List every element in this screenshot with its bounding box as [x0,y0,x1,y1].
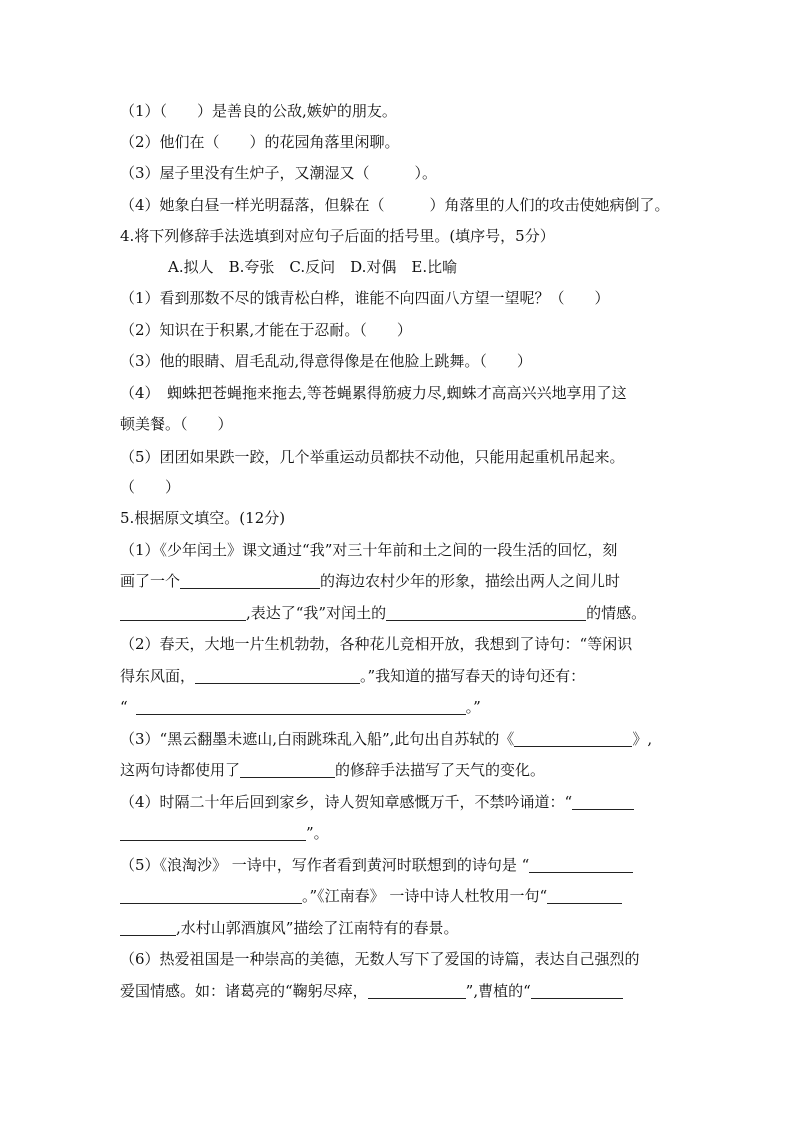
q5-line-5-text-a: 得东风面， [120,667,196,685]
q4-item-1: （1）看到那数不尽的饿青松白桦，谁能不向四面八方望一望呢？（ ） [120,289,610,307]
answer-blank[interactable] [368,982,466,999]
answer-blank[interactable] [547,887,622,904]
answer-blank[interactable] [240,761,335,778]
answer-blank[interactable] [529,856,633,873]
q3-item-1: （1）（ ）是善良的公敌,嫉妒的朋友。 [120,102,397,120]
q5-line-12 [120,885,622,907]
q5-line-11 [120,854,633,876]
q5-line-9 [120,791,634,813]
q5-line-9-text: （4）时隔二十年后回到家乡，诗人贺知章感慨万千，不禁吟诵道：“ [120,793,573,811]
q5-line-12-text: 。”《江南春》 一诗中诗人杜牧用一句“ [302,887,548,905]
q5-line-3-text-a: ,表达了“我”对闰土的 [246,604,387,622]
q5-line-6-text-a: “ [120,698,128,716]
q3-item-2: （2）他们在（ ）的花园角落里闲聊。 [120,133,400,151]
q5-line-3 [120,602,646,624]
q5-line-15-text-a: 爱国情感。如：诸葛亮的“鞠躬尽瘁， [120,982,368,1000]
q4-item-2: （2）知识在于积累,才能在于忍耐。（ ） [120,321,412,339]
answer-blank[interactable] [195,667,360,684]
q5-line-14: （6）热爱祖国是一种崇高的美德，无数人写下了爱国的诗篇，表达自己强烈的 [120,950,640,968]
q5-line-15 [120,980,623,1002]
q4-item-4: （4） 蜘蛛把苍蝇拖来拖去,等苍蝇累得筋疲力尽,蜘蛛才高高兴兴地享用了这 [120,384,627,402]
q5-line-13-text: ,水村山郭酒旗风”描绘了江南特有的春景。 [176,919,459,937]
answer-blank[interactable] [120,824,306,841]
answer-blank[interactable] [136,698,466,715]
q5-line-15-text-b: ”,曹植的“ [465,982,531,1000]
q5-line-7 [120,728,652,750]
answer-blank[interactable] [120,604,246,621]
q5-line-5 [120,665,585,687]
q5-line-2 [120,570,620,592]
q5-line-7-text-b: 》, [632,730,653,748]
answer-blank[interactable] [514,730,632,747]
q5-line-6-text-b: 。” [465,698,481,716]
q5-line-4: （2）春天，大地一片生机勃勃，各种花儿竞相开放，我想到了诗句：“等闲识 [120,635,633,653]
q5-line-13 [120,917,458,939]
q5-line-2-text-a: 画了一个 [120,572,181,590]
q5-line-11-text: （5）《浪淘沙》 一诗中，写作者看到黄河时联想到的诗句是 “ [120,856,530,874]
q5-line-6 [120,696,481,718]
q5-line-7-text-a: （3）“黑云翻墨未遮山,白雨跳珠乱入船”,此句出自苏轼的《 [120,730,515,748]
q5-line-3-text-b: 的情感。 [586,604,647,622]
q5-line-5-text-b: 。”我知道的描写春天的诗句还有： [360,667,586,685]
answer-blank[interactable] [180,572,320,589]
q5-line-1: （1）《少年闰土》课文通过“我”对三十年前和土之间的一段生活的回忆，刻 [120,541,618,559]
answer-blank[interactable] [120,887,302,904]
q5-line-2-text-b: 的海边农村少年的形象，描绘出两人之间儿时 [320,572,621,590]
q5-line-8 [120,759,545,781]
q5-line-10 [120,822,329,844]
q4-item-5: （5）团团如果跌一跤，几个举重运动员都扶不动他，只能用起重机吊起来。 [120,448,625,466]
q4-item-4-cont: 顿美餐。（ ） [120,415,233,433]
answer-blank[interactable] [531,982,623,999]
answer-blank[interactable] [572,793,634,810]
q4-options: A.拟人 B.夸张 C.反问 D.对偶 E.比喻 [168,258,458,276]
answer-blank[interactable] [386,604,586,621]
answer-blank[interactable] [120,919,176,936]
q5-line-8-text-b: 的修辞手法描写了天气的变化。 [335,761,546,779]
q5-line-10-text: ”。 [306,824,329,842]
q4-heading: 4.将下列修辞手法选填到对应句子后面的括号里。(填序号，5分） [120,227,555,245]
q5-line-8-text-a: 这两句诗都使用了 [120,761,241,779]
q4-item-3: （3）他的眼睛、眉毛乱动,得意得像是在他脸上跳舞。（ ） [120,352,532,370]
q4-item-5-cont: （ ） [120,478,181,496]
q3-item-3: （3）屋子里没有生炉子，又潮湿又（ ）。 [120,164,438,182]
q3-item-4: （4）她象白昼一样光明磊落，但躲在（ ）角落里的人们的攻击使她病倒了。 [120,196,670,214]
q5-heading: 5.根据原文填空。(12分) [120,509,286,527]
